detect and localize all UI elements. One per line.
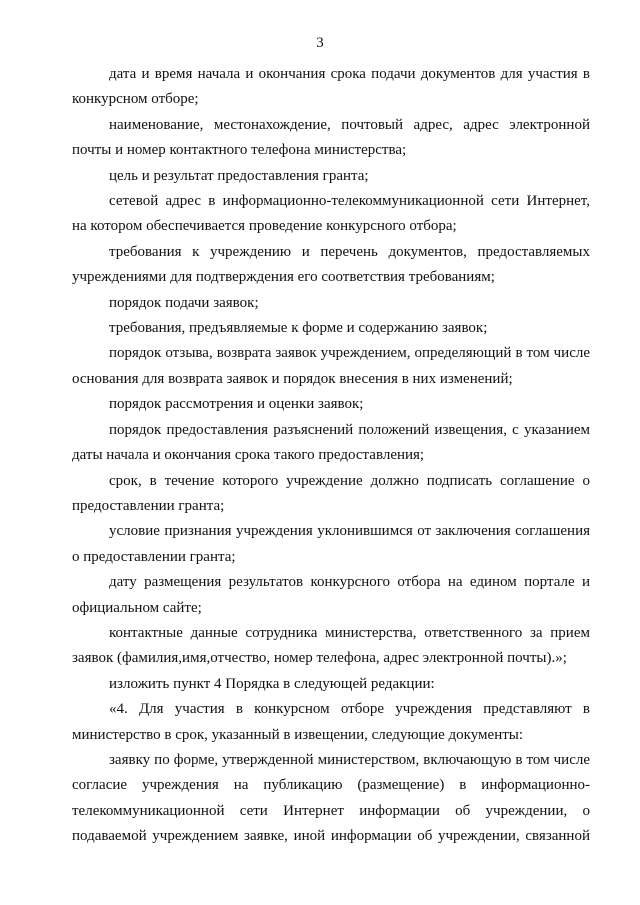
document-body	[72, 62, 590, 850]
paragraph: дату размещения результатов конкурсного отбора на едином портале и официальном сайте;	[72, 574, 590, 616]
paragraph: требования, предъявляемые к форме и содержанию заявок;	[109, 320, 488, 337]
paragraph: срок, в течение которого учреждение должно подписать соглашение о предоставлении гранта;	[72, 472, 590, 514]
paragraph: контактные данные сотрудника министерства, ответственного за прием заявок (фамилия,имя,отчество, номер телефона, адрес электронной почты).»;	[72, 624, 590, 667]
page-number: 3	[316, 35, 324, 51]
paragraph: наименование, местонахождение, почтовый адрес, адрес электронной почты и номер контактного телефона министерства;	[72, 116, 590, 159]
paragraph: порядок рассмотрения и оценки заявок;	[109, 396, 364, 413]
paragraph: условие признания учреждения уклонившимся от заключения соглашения о предоставлении гранта;	[72, 523, 590, 565]
paragraph: «4. Для участия в конкурсном отборе учреждения представляют в министерство в срок, указанный в извещении, следующие документы:	[72, 701, 590, 743]
paragraph: порядок подачи заявок;	[109, 294, 259, 311]
paragraph: порядок предоставления разъяснений положений извещения, с указанием даты начала и окончания срока такого предоставления;	[72, 421, 590, 464]
paragraph: сетевой адрес в информационно-телекоммуникационной сети Интернет, на котором обеспечивается проведение конкурсного отбора;	[72, 193, 590, 235]
paragraph: изложить пункт 4 Порядка в следующей редакции:	[109, 675, 435, 692]
paragraph: цель и результат предоставления гранта;	[109, 167, 369, 184]
paragraph: требования к учреждению и перечень документов, предоставляемых учреждениями для подтверждения его соответствия требованиям;	[72, 243, 590, 286]
paragraph: заявку по форме, утвержденной министерством, включающую в том числе согласие учреждения на публикацию (размещение) в информационно-телекоммуникационной сети Интернет информации об учреждении, о подаваемой учреждением заявке, иной информации об учреждении, связанной	[72, 751, 590, 845]
paragraph: порядок отзыва, возврата заявок учреждением, определяющий в том числе основания для возврата заявок и порядок внесения в них изменений;	[72, 345, 590, 387]
paragraph: дата и время начала и окончания срока подачи документов для участия в конкурсном отборе;	[72, 66, 590, 108]
